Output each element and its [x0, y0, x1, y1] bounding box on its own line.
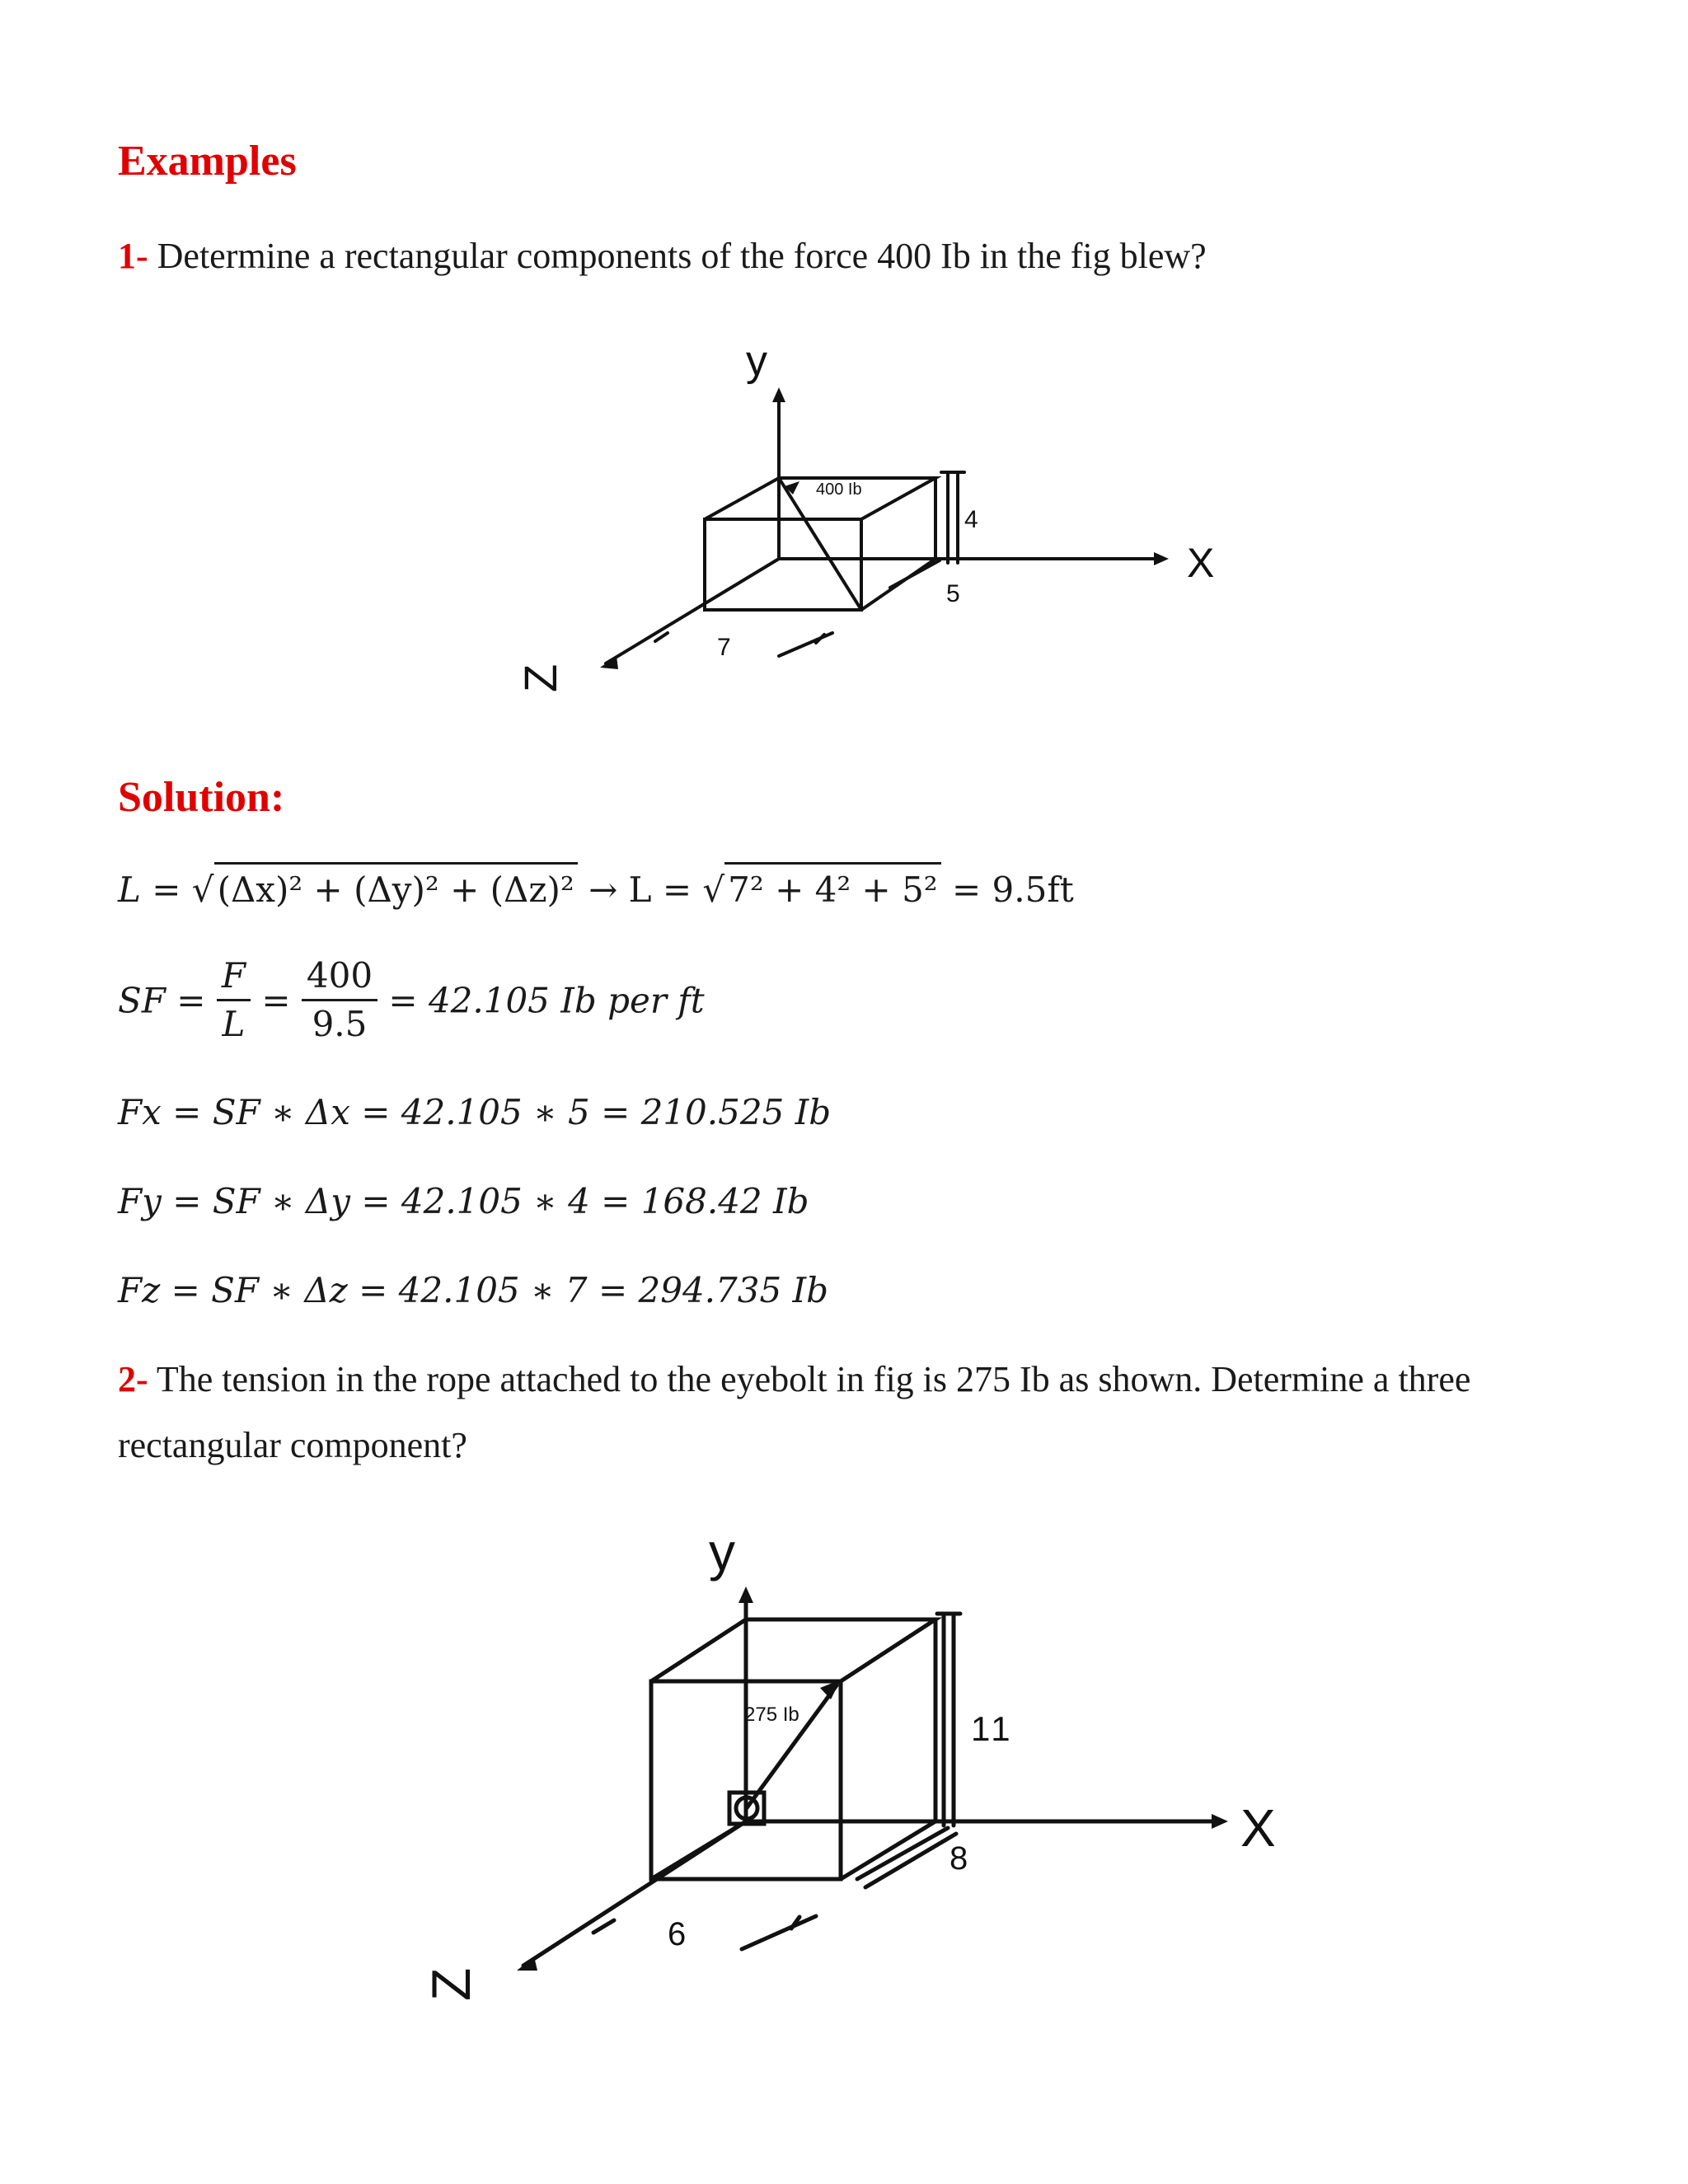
fig1-axis-y: y: [746, 337, 767, 385]
question-2-text-1: The tension in the rope attached to the eyebolt in fig is 275 Ib as shown. Determine a three: [148, 1359, 1471, 1399]
fig2-z-arrow: [517, 1957, 537, 1971]
fig2-dim-dx: 8: [950, 1840, 968, 1877]
length-lhs: L =: [118, 869, 192, 910]
fx-equation: Fx = SF ∗ Δx = 42.105 ∗ 5 = 210.525 Ib: [118, 1092, 832, 1132]
question-2-number: 2-: [118, 1359, 148, 1399]
fig1-dim-dz: 7: [717, 634, 731, 661]
length-formula: (Δx)² + (Δy)² + (Δz)²: [214, 862, 578, 910]
fig2-dim-dy: 11: [971, 1709, 1014, 1748]
sf-fraction-2-den: 9.5: [312, 1004, 368, 1045]
sf-fraction-1-den: L: [222, 1004, 246, 1045]
solution-heading: Solution:: [118, 774, 285, 821]
question-1-number: 1-: [118, 236, 148, 276]
fig1-force-label: 400 Ib: [816, 480, 862, 499]
fig2-dim-dz: 6: [668, 1916, 687, 1952]
fig2-axis-y: y: [709, 1522, 735, 1582]
question-1-text: Determine a rectangular components of the force 400 Ib in the fig blew?: [148, 236, 1207, 276]
sf-fraction-1-num: F: [217, 956, 251, 1001]
sf-result: = 42.105 Ib per ft: [388, 980, 705, 1021]
sf-lhs: SF =: [118, 980, 217, 1021]
fig2-axis-z: Z: [420, 1967, 481, 2001]
length-values: 7² + 4² + 5²: [724, 862, 940, 910]
fig1-dim-dx: 5: [946, 580, 960, 607]
length-arrow: → L =: [577, 869, 703, 910]
sf-equals: =: [261, 980, 302, 1021]
sqrt-icon-2: √: [702, 869, 725, 910]
fig2-axis-x: X: [1240, 1798, 1276, 1858]
fig1-axis-x: X: [1187, 540, 1215, 586]
fig2-y-arrow: [738, 1586, 753, 1603]
fz-equation: Fz = SF ∗ Δz = 42.105 ∗ 7 = 294.735 Ib: [118, 1270, 829, 1310]
sf-fraction-2-num: 400: [302, 956, 377, 1001]
fig1-axis-z: Z: [514, 663, 566, 692]
question-2-line-2: rectangular component?: [118, 1425, 467, 1465]
fig2-x-arrow: [1212, 1814, 1228, 1829]
examples-heading: Examples: [118, 138, 297, 185]
length-result: = 9.5ft: [940, 869, 1074, 910]
fig2-force-label: 275 Ib: [744, 1704, 799, 1726]
sqrt-icon: √: [191, 869, 214, 910]
fig2-box-top: [651, 1619, 935, 1681]
fig1-dim-dy: 4: [964, 506, 978, 533]
fy-equation: Fy = SF ∗ Δy = 42.105 ∗ 4 = 168.42 Ib: [118, 1181, 809, 1221]
